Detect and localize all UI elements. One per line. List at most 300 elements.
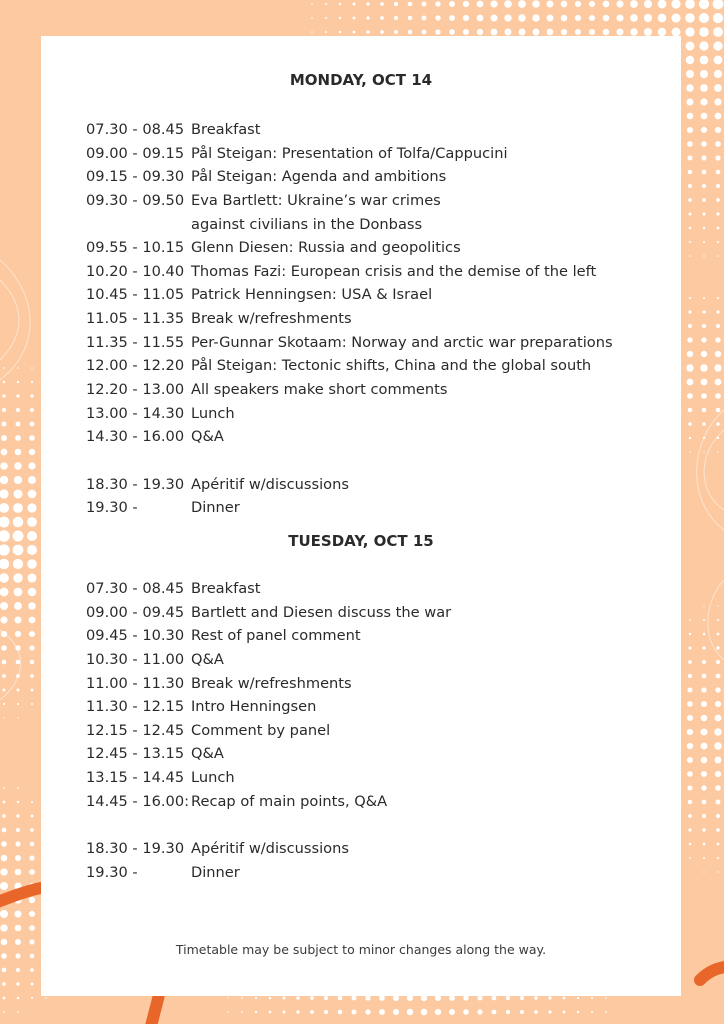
halftone-dot [310,996,314,1000]
halftone-dot [702,198,706,202]
halftone-dot [477,1009,482,1014]
halftone-dot [241,997,243,999]
halftone-dot [520,1010,524,1014]
halftone-dot [700,98,707,105]
halftone-dot [449,15,455,21]
schedule-time: 19.30 - [86,863,138,881]
halftone-dot [311,3,313,5]
halftone-dot [687,141,693,147]
halftone-dot [716,422,720,426]
halftone-dot [504,14,511,21]
halftone-dot [296,1010,299,1013]
halftone-dot [658,28,666,36]
halftone-dot [717,255,719,257]
schedule-row [86,425,613,449]
schedule-event: Glenn Diesen: Russia and geopolitics [191,239,461,257]
halftone-dot [685,13,695,23]
halftone-dot [29,449,35,455]
halftone-dot [687,743,693,749]
halftone-dot [688,674,692,678]
halftone-dot [366,30,369,33]
halftone-dot [477,15,484,22]
halftone-dot [3,997,6,1000]
halftone-dot [15,449,22,456]
halftone-dot [702,212,705,215]
halftone-dot [31,801,33,803]
halftone-dot [353,17,356,20]
halftone-dot [422,16,427,21]
halftone-dot [1,435,7,441]
halftone-dot [616,0,623,7]
halftone-dot [714,98,721,105]
halftone-dot [591,997,593,999]
halftone-dot [686,84,694,92]
halftone-dot [716,184,720,188]
halftone-dot [533,29,540,36]
halftone-dot [269,1011,272,1014]
schedule-time: 09.00 - 09.15 [86,144,185,162]
halftone-dot [717,871,718,872]
schedule-event: Eva Bartlett: Ukraine’s war crimes [191,191,441,209]
halftone-dot [408,2,413,7]
schedule-row [86,118,613,142]
halftone-dot [603,1,610,8]
halftone-dot [0,616,7,623]
halftone-dot [1,645,7,651]
halftone-dot [630,14,638,22]
halftone-dot [0,517,9,528]
halftone-dot [505,29,512,36]
schedule-event: Patrick Henningsen: USA & Israel [191,286,433,304]
halftone-dot [31,983,34,986]
halftone-dot [393,1009,399,1015]
halftone-dot [30,968,34,972]
halftone-dot [394,16,398,20]
schedule-row [86,496,613,520]
halftone-dot [687,113,694,120]
halftone-dot [366,16,369,19]
halftone-dot [29,631,35,637]
halftone-dot [702,422,706,426]
halftone-dot [561,15,568,22]
halftone-dot [13,531,24,542]
halftone-dot [283,997,286,1000]
halftone-dot [563,997,566,1000]
schedule-event: All speakers make short comments [191,381,448,399]
halftone-dot [702,660,706,664]
halftone-dot [716,646,719,649]
halftone-dot [435,1,440,6]
halftone-dot [687,785,692,790]
schedule-time: 13.15 - 14.45 [86,769,185,787]
halftone-dot [702,800,707,805]
halftone-dot [717,633,720,636]
halftone-dot [17,717,18,718]
halftone-dot [16,660,21,665]
schedule-row [86,378,613,402]
halftone-dot [575,29,581,35]
halftone-dot [3,689,6,692]
schedule-time: 12.15 - 12.45 [86,721,185,739]
halftone-dot [687,379,694,386]
halftone-dot [702,408,707,413]
schedule-time: 12.45 - 13.15 [86,745,185,763]
schedule-event: Recap of main points, Q&A [191,792,388,810]
halftone-dot [520,996,524,1000]
schedule-event: Per-Gunnar Skotaam: Norway and arctic war preparations [191,333,613,351]
halftone-dot [45,997,47,999]
halftone-dot [687,337,692,342]
halftone-dot [561,29,567,35]
halftone-dot [717,619,719,621]
halftone-dot [0,588,8,597]
halftone-dot [703,255,705,257]
halftone-dot [717,241,719,243]
halftone-dot [0,882,8,890]
halftone-dot [686,364,693,371]
halftone-dot [463,1009,469,1015]
halftone-dot [394,30,398,34]
halftone-dot [27,531,37,541]
halftone-dot [701,379,708,386]
schedule-row [86,236,613,260]
halftone-dot [380,16,384,20]
halftone-dot [29,925,35,931]
halftone-dot [715,757,722,764]
halftone-dot [0,530,10,542]
halftone-dot [685,27,694,36]
halftone-dot [422,30,427,35]
halftone-dot [0,910,8,918]
halftone-dot [715,701,721,707]
halftone-dot [716,814,720,818]
halftone-dot [435,1009,441,1015]
halftone-dot [1,855,8,862]
halftone-dot [716,310,719,313]
halftone-dot [717,297,719,299]
schedule-row [86,861,451,885]
halftone-dot [534,996,538,1000]
halftone-dot [644,14,652,22]
halftone-dot [0,868,7,875]
halftone-dot [688,814,692,818]
halftone-dot [351,1009,356,1014]
halftone-dot [17,997,20,1000]
halftone-dot [716,324,720,328]
schedule-monday [86,118,613,520]
halftone-dot [687,351,693,357]
halftone-dot [699,0,709,9]
halftone-dot [671,0,680,9]
halftone-dot [715,771,721,777]
schedule-row [86,189,613,213]
halftone-dot [16,408,20,412]
schedule-row [86,837,451,861]
halftone-dot [702,814,706,818]
schedule-event: Pål Steigan: Presentation of Tolfa/Cappucini [191,144,508,162]
halftone-dot [547,29,554,36]
halftone-dot [2,814,6,818]
halftone-dot [353,3,356,6]
halftone-dot [0,476,8,484]
halftone-dot [27,573,36,582]
schedule-row [86,672,451,696]
halftone-dot [0,573,9,583]
halftone-dot [325,3,327,5]
halftone-dot [435,15,440,20]
halftone-dot [687,701,693,707]
schedule-row [86,260,613,284]
halftone-dot [15,953,20,958]
halftone-dot [227,1011,228,1012]
halftone-dot [490,0,497,7]
halftone-dot [435,29,440,34]
schedule-row [86,624,451,648]
halftone-dot [703,619,705,621]
halftone-dot [28,490,37,499]
halftone-dot [16,814,19,817]
schedule-time: 10.20 - 10.40 [86,262,185,280]
halftone-dot [686,42,695,51]
halftone-dot [688,828,691,831]
halftone-dot [28,462,35,469]
halftone-dot [15,939,21,945]
halftone-dot [408,30,412,34]
halftone-dot [689,619,691,621]
halftone-dot [703,297,705,299]
schedule-time: 09.15 - 09.30 [86,168,185,186]
halftone-dot [269,997,272,1000]
halftone-dot [563,1011,566,1014]
halftone-dot [547,15,554,22]
halftone-dot [29,645,34,650]
halftone-dot [688,422,692,426]
halftone-dot [490,14,497,21]
schedule-event: Break w/refreshments [191,310,352,328]
halftone-dot [700,364,707,371]
halftone-dot [227,997,228,998]
halftone-dot [421,1,426,6]
halftone-dot [701,687,706,692]
schedule-event: Apéritif w/discussions [191,840,349,858]
halftone-dot [380,2,384,6]
halftone-dot [715,785,721,791]
halftone-dot [532,0,540,8]
schedule-row [86,213,613,237]
schedule-event: Q&A [191,745,224,763]
schedule-row [86,354,613,378]
halftone-dot [688,688,693,693]
halftone-dot [716,800,721,805]
halftone-dot [687,715,693,721]
halftone-dot [518,0,526,8]
halftone-dot [29,617,36,624]
halftone-dot [1,939,8,946]
schedule-event: Breakfast [191,121,261,138]
halftone-dot [324,996,328,1000]
schedule-card [41,36,681,996]
halftone-dot [575,15,581,21]
halftone-dot [30,422,35,427]
halftone-dot [701,141,707,147]
halftone-dot [689,297,691,299]
halftone-dot [338,1010,343,1015]
halftone-dot [518,28,525,35]
halftone-dot [504,0,512,8]
halftone-dot [449,1,455,7]
schedule-time: 18.30 - 19.30 [86,475,185,493]
halftone-dot [713,41,722,50]
halftone-dot [715,141,721,147]
halftone-dot [548,996,551,999]
halftone-dot [31,367,33,369]
schedule-event: Thomas Fazi: European crisis and the demise of the left [191,262,597,280]
schedule-row [86,577,451,601]
halftone-dot [13,573,22,582]
schedule-time: 11.30 - 12.15 [86,698,185,716]
halftone-dot [421,1009,428,1016]
schedule-event: Breakfast [191,580,261,597]
halftone-dot [575,1,581,7]
schedule-time: 07.30 - 08.45 [86,121,185,138]
halftone-dot [715,379,722,386]
halftone-dot [3,801,6,804]
halftone-dot [688,324,692,328]
halftone-dot [689,241,691,243]
halftone-dot [27,503,36,512]
halftone-dot [577,1011,579,1013]
halftone-dot [16,828,20,832]
halftone-dot [463,995,468,1000]
schedule-row [86,473,613,497]
halftone-dot [703,451,704,452]
halftone-dot [1,421,6,426]
schedule-row [86,402,613,426]
halftone-dot [31,815,34,818]
halftone-dot [716,408,721,413]
schedule-row [86,601,451,625]
halftone-dot [688,646,691,649]
halftone-dot [716,198,720,202]
schedule-event: Pål Steigan: Tectonic shifts, China and the global south [191,357,592,375]
halftone-dot [689,451,690,452]
halftone-dot [702,324,706,328]
halftone-dot [311,17,313,19]
halftone-dot [449,1009,455,1015]
halftone-dot [714,84,722,92]
halftone-dot [688,310,691,313]
halftone-dot [644,0,652,8]
halftone-dot [477,29,483,35]
schedule-time: 09.30 - 09.50 [86,191,185,209]
halftone-dot [338,996,343,1001]
schedule-event: Lunch [191,404,235,422]
halftone-dot [703,857,705,859]
halftone-dot [28,602,36,610]
halftone-dot [2,968,7,973]
halftone-dot [3,787,5,789]
halftone-dot [1,841,7,847]
halftone-dot [686,98,693,105]
halftone-dot [491,29,498,36]
halftone-dot [716,660,720,664]
schedule-event: Comment by panel [191,721,331,739]
halftone-dot [715,337,720,342]
halftone-dot [30,842,35,847]
halftone-dot [688,212,691,215]
halftone-dot [365,995,370,1000]
halftone-dot [31,703,33,705]
halftone-dot [0,559,9,570]
halftone-dot [715,715,722,722]
schedule-spacer [86,449,613,473]
halftone-dot [31,689,34,692]
halftone-dot [589,1,595,7]
halftone-dot [16,982,19,985]
halftone-dot [689,633,691,635]
halftone-dot [701,729,708,736]
halftone-dot [703,227,706,230]
halftone-dot [28,476,36,484]
halftone-dot [15,855,21,861]
schedule-row [86,307,613,331]
halftone-dot [589,29,595,35]
halftone-dot [325,17,327,19]
halftone-dot [352,996,357,1001]
halftone-dot [2,660,7,665]
halftone-dot [16,394,19,397]
halftone-dot [29,939,34,944]
halftone-dot [715,687,720,692]
halftone-dot [15,841,20,846]
halftone-dot [2,982,6,986]
schedule-row [86,695,451,719]
halftone-dot [17,689,20,692]
schedule-event: against civilians in the Donbass [191,215,423,233]
halftone-dot [27,559,37,569]
halftone-dot [700,84,708,92]
halftone-dot [701,155,706,160]
halftone-dot [255,1011,257,1013]
schedule-event: Apéritif w/discussions [191,475,349,493]
halftone-dot [17,801,20,804]
halftone-dot [701,785,706,790]
schedule-time: 11.05 - 11.35 [86,310,185,328]
schedule-event: Break w/refreshments [191,674,352,692]
schedule-event: Pål Steigan: Agenda and ambitions [191,168,447,186]
halftone-dot [15,631,21,637]
schedule-time: 09.55 - 10.15 [86,239,185,257]
halftone-dot [717,227,720,230]
halftone-dot [715,113,722,120]
schedule-row [86,165,613,189]
halftone-dot [703,241,705,243]
schedule-time: 09.45 - 10.30 [86,627,185,645]
schedule-tuesday [86,577,451,884]
halftone-dot [701,771,707,777]
halftone-dot [702,674,707,679]
halftone-dot [688,170,693,175]
halftone-dot [1,953,7,959]
halftone-dot [2,408,6,412]
halftone-dot [702,170,707,175]
halftone-dot [463,15,469,21]
halftone-dot [17,787,19,789]
schedule-row [86,331,613,355]
halftone-dot [699,27,709,37]
halftone-dot [685,0,695,9]
halftone-dot [689,255,691,257]
